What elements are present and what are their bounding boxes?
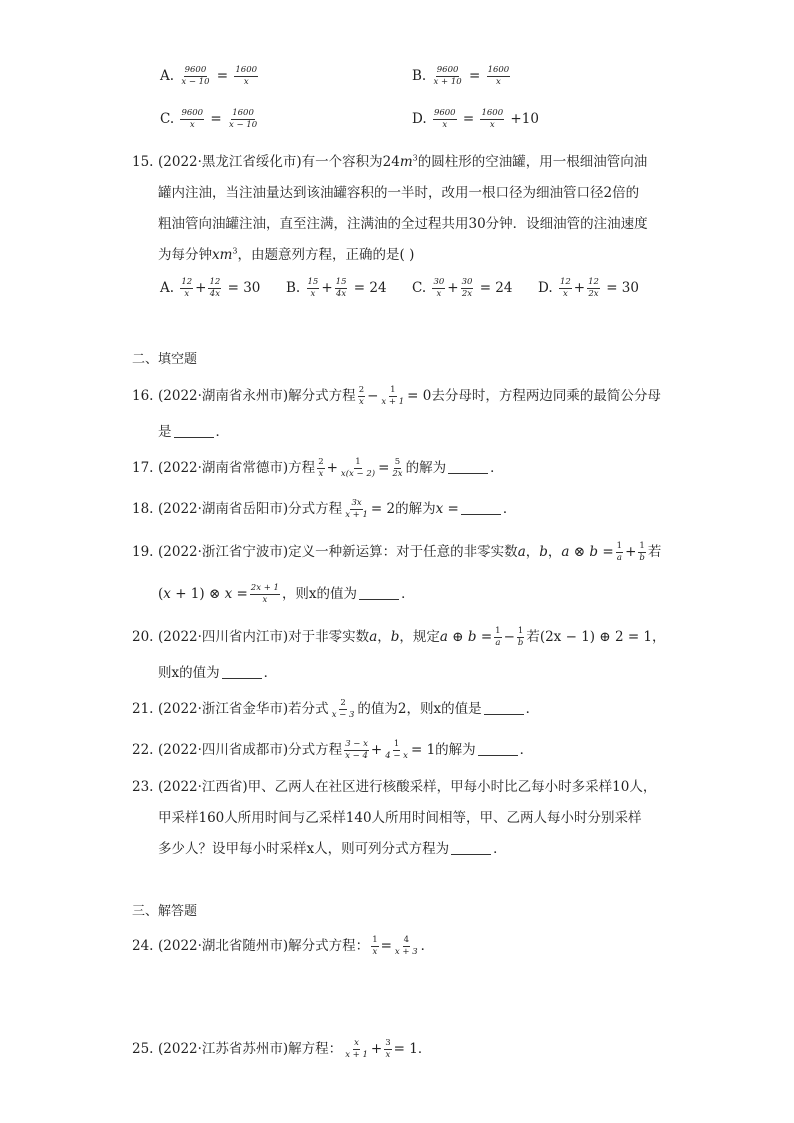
fraction: $\frac{12}{4x}$ — [209, 277, 221, 299]
q16-line-1: 16. (2022·湖南省永州市)解分式方程 $\frac{2}{x}$ − $\frac{1}{x + 1}$ = 0去分母时，方程两边同乘的最简公分母 — [132, 385, 661, 407]
question-number: 19. — [132, 544, 154, 560]
q14-option-a: A. $\frac{9600}{x - 10}$ = $\frac{1600}{x}$ — [160, 65, 258, 87]
q15-line-1: 15. (2022·黑龙江省绥化市)有一个容积为$24m^3$的圆柱形的空油罐，用一根细油管向油 — [132, 153, 648, 170]
fraction: $\frac{9600}{x + 10}$ — [433, 65, 462, 87]
section-heading-fill-blank: 二、填空题 — [132, 352, 198, 367]
fraction: $\frac{1}{x + 1}$ — [381, 385, 405, 407]
answer-blank[interactable] — [484, 714, 524, 715]
question-number: 25. — [132, 1041, 154, 1057]
q23-line-3: 多少人？设甲每小时采样x人，则可列分式方程为 ． — [158, 841, 507, 857]
fraction: $\frac{2}{x}$ — [358, 385, 365, 407]
fraction: $\frac{9600}{x}$ — [433, 108, 456, 130]
q16-line-2: 是 ． — [158, 424, 229, 440]
fraction: $\frac{1600}{x - 10}$ — [228, 108, 258, 130]
fraction: $\frac{1}{b}$ — [517, 626, 524, 648]
fraction: $\frac{1600}{x}$ — [481, 108, 504, 130]
fraction: $\frac{12}{2x}$ — [588, 277, 599, 299]
answer-blank[interactable] — [359, 599, 399, 600]
q15-line-4: 为每分钟$xm^3$，由题意列方程，正确的是( ) — [158, 246, 415, 263]
q15-line-3: 粗油管向油罐注油，直至注满，注满油的全过程共用30分钟．设细油管的注油速度 — [158, 216, 648, 232]
q25: 25. (2022·江苏省苏州市)解方程： $\frac{x}{x + 1}$ + $\frac{3}{x}$ = 1． — [132, 1038, 432, 1060]
question-number: 18. — [132, 501, 154, 517]
fraction: $\frac{2}{x - 3}$ — [331, 698, 355, 720]
q22: 22. (2022·四川省成都市)分式方程 $\frac{3 - x}{x - 4}$ + $\frac{1}{4 - x}$ = 1的解为 ． — [132, 739, 534, 761]
fraction: $\frac{30}{2x}$ — [461, 277, 473, 299]
q14-option-d: D. $\frac{9600}{x}$ = $\frac{1600}{x}$ +10 — [412, 108, 539, 130]
answer-blank[interactable] — [478, 755, 518, 756]
answer-blank[interactable] — [222, 678, 262, 679]
fraction: $\frac{15}{4x}$ — [335, 277, 347, 299]
fraction: $\frac{4}{x + 3}$ — [394, 935, 418, 957]
fraction: $\frac{1}{a}$ — [495, 626, 501, 648]
q15-line-2: 罐内注油，当注油量达到该油罐容积的一半时，改用一根口径为细油管口径2倍的 — [158, 185, 640, 201]
q20-line-1: 20. (2022·四川省内江市)对于非零实数a，b，规定a ⊕ b = $\frac{1}{a}$ − $\frac{1}{b}$ 若(2x − 1) ⊕ 2 = 1， — [132, 626, 666, 648]
q24: 24. (2022·湖北省随州市)解分式方程： $\frac{1}{x}$ = $\frac{4}{x + 3}$ ． — [132, 935, 435, 957]
question-number: 24. — [132, 938, 154, 954]
q21: 21. (2022·浙江省金华市)若分式 $\frac{2}{x - 3}$ 的值为2，则x的值是 ． — [132, 698, 540, 720]
q17: 17. (2022·湖南省常德市)方程 $\frac{2}{x}$ + $\frac{1}{x(x - 2)}$ = $\frac{5}{2x}$ 的解为 ． — [132, 457, 504, 479]
q15-option-b: B. $\frac{15}{x}$ + $\frac{15}{4x}$ = 24 — [286, 277, 387, 299]
q23-line-2: 甲采样160人所用时间与乙采样140人所用时间相等，甲、乙两人每小时分别采样 — [158, 810, 642, 826]
fraction: $\frac{2}{x}$ — [318, 457, 324, 479]
fraction: $\frac{x}{x + 1}$ — [345, 1038, 368, 1060]
fraction: $\frac{12}{x}$ — [181, 277, 193, 299]
fraction: $\frac{12}{x}$ — [559, 277, 571, 299]
fraction: $\frac{9600}{x - 10}$ — [181, 65, 210, 87]
q18: 18. (2022·湖南省岳阳市)分式方程 $\frac{3x}{x + 1}$ = 2的解为x = ． — [132, 498, 517, 520]
fraction: $\frac{15}{x}$ — [307, 277, 319, 299]
q20-line-2: 则x的值为 ． — [158, 665, 278, 681]
fraction: $\frac{9600}{x}$ — [181, 108, 204, 130]
fraction: $\frac{2x + 1}{x}$ — [250, 583, 279, 605]
fraction: $\frac{1}{b}$ — [639, 541, 645, 563]
q19-line-1: 19. (2022·浙江省宁波市)定义一种新运算：对于任意的非零实数a，b，a ⊗ b = $\frac{1}{a}$ + $\frac{1}{b}$ 若 — [132, 541, 662, 563]
question-number: 15. — [132, 154, 154, 170]
question-number: 16. — [132, 388, 154, 404]
fraction: $\frac{5}{2x}$ — [392, 457, 403, 479]
q15-option-c: C. $\frac{30}{x}$ + $\frac{30}{2x}$ = 24 — [412, 277, 513, 299]
q23-line-1: 23. (2022·江西省)甲、乙两人在社区进行核酸采样，甲每小时比乙每小时多采样10人， — [132, 779, 657, 795]
fraction: $\frac{3x}{x + 1}$ — [345, 498, 368, 520]
question-number: 22. — [132, 742, 154, 758]
q14-option-b: B. $\frac{9600}{x + 10}$ = $\frac{1600}{x}$ — [412, 65, 510, 87]
answer-blank[interactable] — [461, 514, 501, 515]
question-number: 21. — [132, 701, 154, 717]
q15-option-a: A. $\frac{12}{x}$ + $\frac{12}{4x}$ = 30 — [160, 277, 261, 299]
section-heading-solve: 三、解答题 — [132, 904, 198, 919]
question-number: 23. — [132, 779, 154, 795]
fraction: $\frac{1}{4 - x}$ — [385, 739, 408, 761]
fraction: $\frac{1}{x(x - 2)}$ — [340, 457, 376, 479]
q14-option-c: C. $\frac{9600}{x}$ = $\frac{1600}{x - 10}$ — [160, 108, 258, 130]
fraction: $\frac{3}{x}$ — [385, 1038, 391, 1060]
q15-option-d: D. $\frac{12}{x}$ + $\frac{12}{2x}$ = 30 — [538, 277, 639, 299]
fraction: $\frac{3 - x}{x - 4}$ — [345, 739, 368, 761]
fraction: $\frac{1}{a}$ — [616, 541, 623, 563]
fraction: $\frac{30}{x}$ — [433, 277, 445, 299]
question-number: 20. — [132, 629, 154, 645]
answer-blank[interactable] — [451, 854, 491, 855]
fraction: $\frac{1600}{x}$ — [235, 65, 258, 87]
answer-blank[interactable] — [174, 437, 214, 438]
q19-line-2: (x + 1) ⊗ x = $\frac{2x + 1}{x}$ ，则x的值为 ． — [158, 583, 415, 605]
answer-blank[interactable] — [448, 473, 488, 474]
question-number: 17. — [132, 460, 154, 476]
fraction: $\frac{1600}{x}$ — [487, 65, 510, 87]
fraction: $\frac{1}{x}$ — [372, 935, 378, 957]
